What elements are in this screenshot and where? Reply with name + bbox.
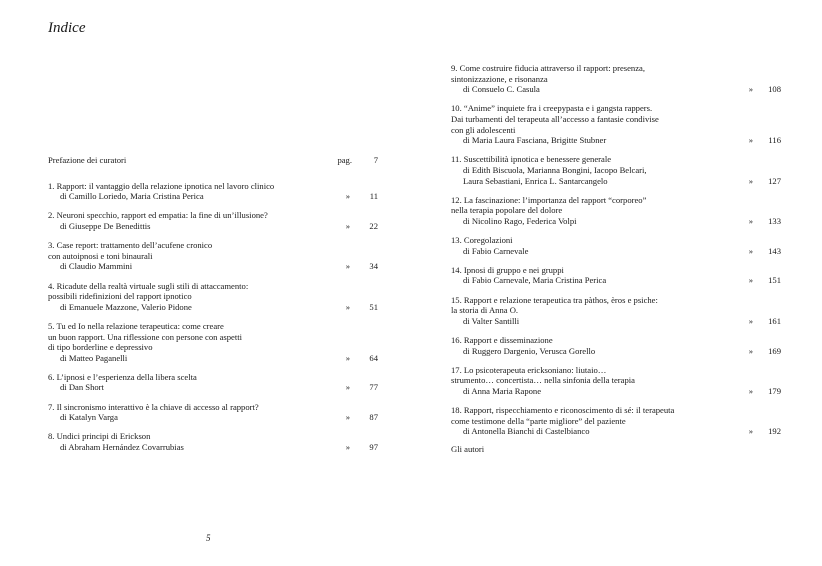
page-number: 151	[768, 275, 781, 286]
page-number: 161	[768, 315, 781, 326]
ditto-mark: »	[748, 386, 753, 396]
toc-entry	[48, 240, 378, 272]
page-number: 7	[373, 155, 378, 165]
entry-title-line: 8. Undici principi di Erickson	[48, 431, 151, 442]
entry-title-line: 2. Neuroni specchio, rapport ed empatia: la fine di un’illusione?	[48, 210, 268, 221]
page-label: pag.	[337, 155, 352, 165]
page-number-footer: 5	[206, 533, 211, 543]
toc-entry	[451, 295, 781, 327]
entry-title-line: 4. Ricadute della realtà virtuale sugli stili di attaccamento:	[48, 280, 249, 291]
toc-entry	[451, 103, 781, 145]
page-number: 143	[768, 245, 781, 256]
entry-title-line: 15. Rapport e relazione terapeutica tra pàthos, èros e psiche:	[451, 294, 658, 305]
entry-title-line: 11. Suscettibilità ipnotica e benessere generale	[451, 154, 612, 165]
ditto-mark: »	[748, 315, 753, 326]
page-number: 11	[369, 191, 378, 202]
entry-author: di Fabio Carnevale	[463, 245, 529, 256]
entry-title-line: 9. Come costruire fiducia attraverso il rapport: presenza,	[451, 63, 646, 73]
ditto-mark: »	[748, 135, 753, 146]
entry-title-line: Dai turbamenti del terapeuta all’accesso a fantasie condivise	[451, 113, 659, 124]
ditto-mark: »	[345, 261, 350, 272]
page-number: 192	[768, 426, 781, 437]
entry-title-line: 6. L’ipnosi e l’esperienza della libera scelta	[48, 371, 197, 382]
toc-entry-prefazione	[48, 155, 378, 166]
ditto-mark: »	[345, 191, 350, 202]
page-number: 87	[369, 412, 378, 423]
entry-title-line: 18. Rapport, rispecchiamento e riconoscimento di sé: il terapeuta	[451, 405, 675, 416]
entry-author: di Valter Santilli	[463, 315, 520, 326]
ditto-mark: »	[748, 345, 753, 356]
entry-title-line: strumento… concertista… nella sinfonia della terapia	[451, 375, 635, 386]
entry-author: di Claudio Mammini	[60, 261, 133, 272]
ditto-mark: »	[345, 352, 350, 363]
page-number: 179	[768, 386, 781, 396]
entry-title-line: come testimone della “parte migliore” del paziente	[451, 415, 626, 426]
page-number: 108	[768, 84, 781, 95]
entry-author: di Anna Maria Rapone	[463, 386, 542, 396]
ditto-mark: »	[748, 84, 753, 95]
page-number: 64	[369, 352, 378, 363]
ditto-mark: »	[345, 220, 350, 231]
toc-entry	[451, 195, 781, 227]
page-number: 77	[369, 382, 378, 393]
page-number: 116	[768, 135, 781, 146]
toc-entry	[48, 431, 378, 452]
entry-author: di Emanuele Mazzone, Valerio Pidone	[60, 301, 192, 312]
entry-title-line: con autoipnosi e toni binaurali	[48, 250, 153, 261]
entry-title-line: 14. Ipnosi di gruppo e nei gruppi	[451, 264, 564, 275]
entry-title-line: un buon rapport. Una riflessione con persone con aspetti	[48, 331, 243, 342]
ditto-mark: »	[345, 412, 350, 423]
entry-author: di Maria Laura Fasciana, Brigitte Stubner	[463, 135, 607, 146]
entry-title-line: 10. “Anime” inquiete fra i creepypasta e i gangsta rappers.	[451, 103, 653, 114]
entry-title-line: possibili ridefinizioni del rapport ipnotico	[48, 291, 192, 302]
entry-author: Laura Sebastiani, Enrica L. Santarcangelo	[463, 175, 608, 186]
toc-entry-authors: Gli autori	[451, 443, 485, 454]
entry-author: di Dan Short	[60, 382, 104, 393]
entry-title: Prefazione dei curatori	[48, 155, 127, 165]
toc-entry	[451, 265, 781, 286]
ditto-mark: »	[345, 382, 350, 393]
entry-title-line: 7. Il sincronismo interattivo è la chiave di accesso al rapport?	[48, 401, 259, 412]
entry-author: di Giuseppe De Benedittis	[60, 220, 151, 231]
toc-entry	[48, 281, 378, 313]
toc-column-right	[451, 63, 781, 454]
entry-author: di Nicolino Rago, Federica Volpi	[463, 215, 577, 226]
entry-author: di Fabio Carnevale, Maria Cristina Perica	[463, 275, 607, 286]
toc-entry	[451, 335, 781, 356]
ditto-mark: »	[748, 275, 753, 286]
entry-title-line: 13. Coregolazioni	[451, 235, 513, 246]
entry-title-line: 17. Lo psicoterapeuta ericksoniano: liutaio…	[451, 364, 607, 375]
page-number: 169	[768, 345, 781, 356]
entry-author: di Edith Biscuola, Marianna Bongini, Iacopo Belcari,	[463, 164, 647, 175]
entry-title-line: 16. Rapport e disseminazione	[451, 335, 553, 346]
entry-title-line: 12. La fascinazione: l’importanza del rapport “corporeo”	[451, 194, 647, 205]
entry-author: di Ruggero Dargenio, Verusca Gorello	[463, 345, 596, 356]
entry-title-line: 1. Rapport: il vantaggio della relazione ipnotica nel lavoro clinico	[48, 180, 275, 191]
entry-title-line: con gli adolescenti	[451, 124, 516, 135]
entry-author: di Antonella Bianchi di Castelbianco	[463, 426, 590, 437]
page-number: 127	[768, 175, 781, 186]
toc-entry	[48, 181, 378, 202]
toc-column-left	[48, 155, 378, 461]
entry-title-line: sintonizzazione, e risonanza	[451, 73, 548, 84]
toc-entry	[451, 154, 781, 186]
page-number: 51	[369, 301, 378, 312]
ditto-mark: »	[345, 301, 350, 312]
toc-entry	[48, 210, 378, 231]
page-number: 133	[768, 215, 781, 226]
ditto-mark: »	[748, 175, 753, 186]
toc-entry	[48, 321, 378, 363]
entry-title-line: 5. Tu ed Io nella relazione terapeutica: come creare	[48, 320, 224, 331]
ditto-mark: »	[748, 245, 753, 256]
entry-title-line: 3. Case report: trattamento dell’acufene cronico	[48, 240, 213, 251]
page-title: Indice	[48, 20, 86, 36]
entry-title-line: la storia di Anna O.	[451, 305, 519, 316]
toc-entry	[451, 235, 781, 256]
entry-author: di Katalyn Varga	[60, 412, 118, 423]
ditto-mark: »	[345, 442, 350, 453]
toc-entry	[48, 372, 378, 393]
page-number: 22	[369, 220, 378, 231]
page-number: 34	[369, 261, 378, 272]
entry-author: di Consuelo C. Casula	[463, 84, 540, 95]
ditto-mark: »	[748, 426, 753, 437]
ditto-mark: »	[748, 215, 753, 226]
entry-author: di Camillo Loriedo, Maria Cristina Perica	[60, 191, 204, 202]
toc-entry	[451, 63, 781, 95]
toc-entry	[451, 365, 781, 397]
entry-author: di Abraham Hernández Covarrubias	[60, 442, 184, 453]
toc-entry	[48, 402, 378, 423]
page-number: 97	[369, 442, 378, 453]
toc-entry	[451, 405, 781, 437]
entry-author: di Matteo Paganelli	[60, 352, 128, 363]
entry-title-line: nella terapia popolare del dolore	[451, 205, 563, 216]
entry-title-line: di tipo borderline e depressivo	[48, 342, 153, 353]
